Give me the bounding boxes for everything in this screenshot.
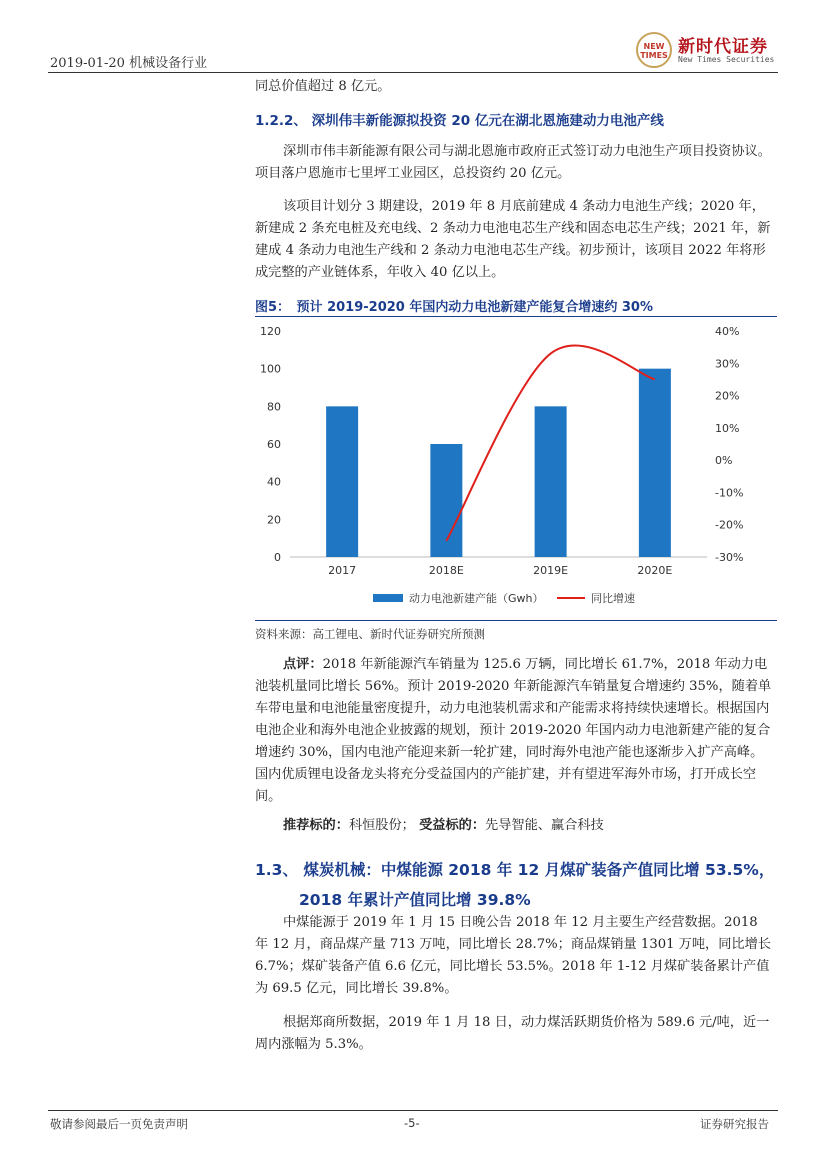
section-heading-1-3: 1.3、 煤炭机械：中煤能源 2018 年 12 月煤矿装备产值同比增 53.5%，: [255, 861, 775, 879]
paragraph-coal-futures: 根据郑商所数据，2019 年 1 月 18 日，动力煤活跃期货价格为 589.6 元/吨，近一周内涨幅为 5.3%。: [255, 1015, 770, 1052]
paragraph-project-plan: 该项目计划分 3 期建设，2019 年 8 月底前建成 4 条动力电池生产线；2020 年，新建成 2 条充电桩及充电线、2 条动力电池电芯生产线和固态电芯生产线；2021 年，新建成 4 条动力电池生产线和 2 条动力电池电芯生产线。初步预计，该项目 2022 年将形成完整的产业链体系，年收入 40 亿以上。: [255, 199, 771, 280]
paragraph-comment: [255, 654, 775, 808]
x-tick-label: 2018E: [428, 564, 464, 577]
logo-name-cn: 新时代证券: [678, 37, 768, 57]
logo-badge-icon: NEW TIMES: [636, 32, 672, 68]
y-left-tick-label: 20: [267, 513, 281, 527]
y-right-tick-label: 0%: [715, 454, 733, 468]
header-divider: [48, 72, 778, 73]
paragraph-recommendations: [255, 815, 775, 837]
figure-title: 图5： 预计 2019-2020 年国内动力电池新建产能复合增速约 30%: [255, 300, 653, 315]
x-tick-label: 2020E: [637, 564, 673, 577]
paragraph-china-coal: 中煤能源于 2019 年 1 月 15 日晚公告 2018 年 12 月主要生产经营数据。2018 年 12 月，商品煤产量 713 万吨，同比增长 28.7%；商品煤销量 1301 万吨，同比增长 6.7%；煤矿装备产值 6.6 亿元，同比增长 53.5%。2018 年 1-12 月煤矿装备累计产值为 69.5 亿元，同比增长 39.8%。: [255, 915, 771, 996]
legend-line-label: 同比增速: [591, 592, 635, 605]
footer-divider: [48, 1110, 778, 1111]
header-report-date-sector: 2019-01-20 机械设备行业: [50, 56, 208, 71]
capacity-chart: [255, 318, 777, 618]
y-right-tick-label: 30%: [715, 357, 740, 371]
x-tick-label: 2019E: [533, 564, 569, 577]
footer-disclaimer: 敬请参阅最后一页免责声明: [50, 1117, 188, 1131]
legend-bar-label: 动力电池新建产能（Gwh）: [409, 592, 544, 605]
section-heading-1-2-2: 1.2.2、 深圳伟丰新能源拟投资 20 亿元在湖北恩施建动力电池产线: [255, 113, 664, 129]
y-left-tick-label: 60: [267, 438, 281, 451]
y-left-tick-label: 120: [260, 325, 281, 338]
figure-source: 资料来源：高工锂电、新时代证券研究所预测: [255, 627, 485, 641]
x-tick-label: 2017: [328, 564, 357, 577]
beneficiary-label: 受益标的：: [419, 818, 486, 833]
capacity-bar: [639, 369, 671, 557]
y-left-tick-label: 80: [267, 400, 281, 414]
paragraph-carryover: 同总价值超过 8 亿元。: [255, 79, 391, 94]
y-right-tick-label: -30%: [715, 551, 744, 564]
y-left-tick-label: 40: [267, 475, 281, 489]
y-left-tick-label: 100: [260, 362, 281, 376]
beneficiary-stocks: 先导智能、赢合科技: [485, 818, 604, 833]
comment-label: 点评：: [283, 657, 323, 672]
capacity-bar: [326, 406, 358, 557]
paragraph-investment: 深圳市伟丰新能源有限公司与湖北恩施市政府正式签订动力电池生产项目投资协议。项目落户恩施市七里坪工业园区，总投资约 20 亿元。: [255, 144, 771, 181]
comment-text: 2018 年新能源汽车销量为 125.6 万辆，同比增长 61.7%，2018 年动力电池装机量同比增长 56%。预计 2019-2020 年新能源汽车销量复合增速约 35%，随着单车带电量和电池能量密度提升，动力电池装机需求和产能需求将持续快速增长。根据国内电池企业和海外电池企业披露的规划，预计 2019-2020 年国内动力电池新建产能的复合增速约 30%，国内电池产能迎来新一轮扩建，同时海外电池产能也逐渐步入扩产高峰。国内优质锂电设备龙头将充分受益国内的产能扩建，并有望进军海外市场，打开成长空间。: [255, 657, 772, 804]
legend-bar-swatch: [373, 594, 403, 602]
chart-legend: [373, 591, 635, 605]
logo-name-en: New Times Securities: [678, 55, 775, 64]
capacity-bar: [535, 406, 567, 557]
y-right-tick-label: 20%: [715, 389, 740, 403]
y-right-tick-label: -20%: [715, 518, 744, 532]
section-heading-1-3-cont: 2018 年累计产值同比增 39.8%: [299, 891, 531, 909]
figure-bottom-rule: [255, 620, 777, 621]
footer-report-type: 证券研究报告: [700, 1117, 769, 1131]
figure-top-rule: [255, 316, 777, 317]
recommended-stocks: 科恒股份；: [348, 818, 415, 833]
recommended-label: 推荐标的：: [283, 818, 349, 833]
y-right-tick-label: -10%: [715, 486, 744, 500]
y-right-tick-label: 10%: [715, 421, 740, 435]
footer-page-number: -5-: [404, 1116, 420, 1130]
chart-bars: [326, 369, 671, 557]
y-right-tick-label: 40%: [715, 325, 740, 338]
y-left-tick-label: 0: [274, 551, 281, 564]
broker-logo: [636, 32, 781, 72]
